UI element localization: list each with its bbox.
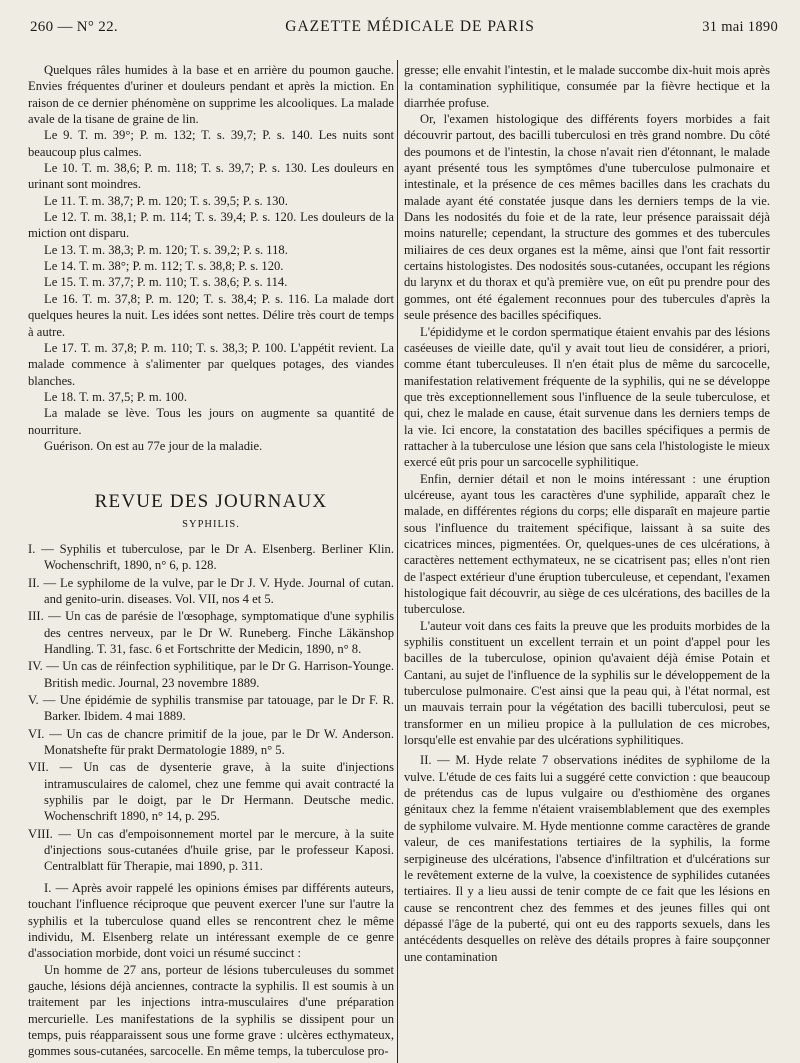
case-paragraph: La malade se lève. Tous les jours on augmente sa quantité de nourriture. xyxy=(28,406,394,437)
case-paragraph: Le 18. T. m. 37,5; P. m. 100. xyxy=(44,389,187,404)
body-paragraph: I. — Après avoir rappelé les opinions émises par différents auteurs, touchant l'influence réciproque que peuvent exercer l'une sur l'autre la syphilis et la tuberculose quand elles se rencontrent chez le même individu, M. Elsenberg relate un intéressant exemple de ce genre d'association morbide, dont voici un résumé succinct : xyxy=(28,880,394,961)
reference-item: III. — Un cas de parésie de l'œsophage, symptomatique d'une syphilis des centres nerveux, par le Dr W. Runeberg. Finche Läkänshop Handling. T. 31, fasc. 6 et Fortschritte der Medicin, 1890, n° 8. xyxy=(28,609,394,656)
reference-item: VII. — Un cas de dysenterie grave, à la suite d'injections intramusculaires de calomel, chez une femme qui avait contracté la syphilis par le doigt, par le Dr Hermann. Deutsche medic. Wochenschrift 1890, n° 14, p. 295. xyxy=(28,760,394,824)
right-column xyxy=(404,62,770,1059)
body-paragraph: Enfin, dernier détail et non le moins intéressant : une éruption ulcéreuse, ayant tous les caractères d'une syphilide, apparaît chez le malade, en différentes régions du corps; elle disparaît en majeure partie sous l'influence du traitement spécifique, laissant à sa suite des cicatrices minces, pigmentées. Or, quelques-unes de ces ulcérations, à caractères nettement ecthymateux, ne se cicatrisent pas; elles n'ont rien de l'aspect extérieur d'une éruption tuberculeuse, et cependant, l'examen histologique fait découvrir, au siège de ces ulcérations, des bacilles de la tuberculose. xyxy=(404,471,770,617)
case-paragraph: Le 15. T. m. 37,7; P. m. 110; T. s. 38,6; P. s. 114. xyxy=(44,275,288,290)
reference-item: V. — Une épidémie de syphilis transmise par tatouage, par le Dr F. R. Barker. Ibidem. 4 mai 1889. xyxy=(28,693,394,724)
body-paragraph: II. — M. Hyde relate 7 observations inédites de syphilome de la vulve. L'étude de ces faits lui a suggéré cette conviction : que beaucoup de prétendus cas de lupus vulgaire ou d'esthiomène des organes génitaux chez la femme n'étaient vraisemblablement que des exemples de syphilome vulvaire. M. Hyde mentionne comme caractères de grande valeur, de ces manifestations tertiaires de la syphilis, la forme serpigineuse des ulcérations, l'absence d'infiltration et d'ulcérations sur le revêtement externe de la vulve, la coexistence de syphilides cutanées tertiaires. Il y a lieu aussi de tenir compte de ce fait que les lésions en cause se rencontrent chez des femmes et des jeunes filles qui ont dépassé l'âge de la puberté, qui ont eu des rapports sexuels, dans les antécédents desquelles on relève des détails propres à faire soupçonner une contamination xyxy=(404,753,770,964)
case-paragraph: Guérison. On est au 77e jour de la maladie. xyxy=(44,438,263,453)
case-paragraph: Le 14. T. m. 38°; P. m. 112; T. s. 38,8; P. s. 120. xyxy=(44,259,284,274)
reference-item: VI. — Un cas de chancre primitif de la joue, par le Dr W. Anderson. Monatshefte für prakt Dermatologie 1889, n° 5. xyxy=(28,726,394,758)
column-divider xyxy=(397,60,398,1063)
reference-item: VIII. — Un cas d'empoisonnement mortel par le mercure, à la suite d'injections sous-cutanées d'huile grise, par le professeur Kaposi. Centralblatt für Therapie, mai 1890, p. 311. xyxy=(28,826,394,874)
body-paragraph: gresse; elle envahit l'intestin, et le malade succombe dix-huit mois après la contamination syphilitique, consumée par la fièvre hectique et la diarrhée profuse. xyxy=(404,63,770,110)
reference-item: I. — Syphilis et tuberculose, par le Dr A. Elsenberg. Berliner Klin. Wochenschrift, 1890, n° 6, p. 128. xyxy=(28,541,394,573)
issue-date: 31 mai 1890 xyxy=(702,18,778,35)
section-title: REVUE DES JOURNAUX xyxy=(94,491,328,513)
body-paragraph: Or, l'examen histologique des différents foyers morbides a fait découvrir partout, des bacilli tuberculosi en très grand nombre. Du côté des poumons et de l'intestin, la chose n'avait rien d'étonnant, le malade ayant présenté tous les symptômes d'une tuberculose pulmonaire et intestinale, et la présence de ces mêmes bacilles dans les crachats du malade ayant été constatée jusque dans les derniers temps de la vie. Dans les nodosités du foie et de la rate, leur présence paraissait déjà moins naturelle; cependant, la structure des gommes et des tubercules miliaires de ces deux organes est la même, ainsi que l'ont fait ressortir certains histologistes. Des nodosités sous-cutanées, occupant les régions du larynx et du thorax et qu'à première vue, on eût pu prendre pour des gommes, ont été également reconnues pour des tubercules d'après la seule présence des bacilles spécifiques. xyxy=(404,112,770,323)
case-paragraph: Quelques râles humides à la base et en arrière du poumon gauche. Envies fréquentes d'uriner et douleurs pendant et après la miction. En raison de ce dernier phénomène on supprime les alcooliques. La malade avale de la tisane de graine de lin. xyxy=(28,63,394,127)
page-number: 260 — N° 22. xyxy=(30,18,118,35)
body-paragraph: L'auteur voit dans ces faits la preuve que les produits morbides de la syphilis constituent un excellent terrain et un point d'appel pour les bacilles de la tuberculose, opinion qu'avaient déjà émise Potain et Cantani, au sujet de l'influence de la syphilis sur le développement de la tuberculose pulmonaire. C'est ainsi que la peau qui, à l'état normal, est un mauvais terrain pour la végétation des bacilli tuberculosi, peut se transformer en un milieu propice à la pullulation de ces microbes, lorsqu'elle est envahie par des ulcérations syphilitiques. xyxy=(404,618,770,748)
case-paragraph: Le 13. T. m. 38,3; P. m. 120; T. s. 39,2; P. s. 118. xyxy=(44,242,288,257)
left-column xyxy=(28,62,394,1059)
case-paragraph: Le 16. T. m. 37,8; P. m. 120; T. s. 38,4; P. s. 116. La malade dort quelques heures la nuit. Les idées sont nettes. Délire très court de temps à autre. xyxy=(28,291,394,339)
case-paragraph: Le 10. T. m. 38,6; P. m. 118; T. s. 39,7; P. s. 130. Les douleurs en urinant sont moindres. xyxy=(28,161,394,192)
reference-item: IV. — Un cas de réinfection syphilitique, par le Dr G. Harrison-Younge. British medic. Journal, 23 novembre 1889. xyxy=(28,659,394,690)
body-paragraph: Un homme de 27 ans, porteur de lésions tuberculeuses du sommet gauche, lésions déjà anciennes, contracte la syphilis. Il est soumis à un traitement par les injections intra-musculaires d'une préparation mercurielle. Les manifestations de la syphilis se dissipent pour un temps, puis réapparaissent sous une forme grave : ulcères ecthymateux, gommes sous-cutanées, sarcocelle. En même temps, la tuberculose pro- xyxy=(28,962,394,1059)
case-paragraph: Le 11. T. m. 38,7; P. m. 120; T. s. 39,5; P. s. 130. xyxy=(44,193,288,208)
case-paragraph: Le 12. T. m. 38,1; P. m. 114; T. s. 39,4; P. s. 120. Les douleurs de la miction ont disparu. xyxy=(28,210,394,241)
page-header xyxy=(30,14,778,40)
reference-item: II. — Le syphilome de la vulve, par le Dr J. V. Hyde. Journal of cutan. and genito-urin. diseases. Vol. VII, nos 4 et 5. xyxy=(28,575,394,606)
journal-title: GAZETTE MÉDICALE DE PARIS xyxy=(285,18,535,35)
body-paragraph: L'épididyme et le cordon spermatique étaient envahis par des lésions caséeuses de vieille date, qu'il y avait tout lieu de considérer, a priori, comme étant tuberculeuses. Il n'en était plus de même du sarcocelle, manifestation relativement fréquente de la syphilis, qui ne se développe que très exceptionnellement sous l'influence de la seule tuberculose, et qui, chez le malade en cause, était survenue dans les derniers temps de la vie. Ici encore, la constatation des bacilles spécifiques a permis de rattacher à la tuberculose une lésion que sans cela l'histologiste le mieux exercé eût pris pour un sarcocelle syphilitique. xyxy=(404,324,770,470)
case-paragraph: Le 17. T. m. 37,8; P. m. 110; T. s. 38,3; P. 100. L'appétit revient. La malade commence à s'alimenter par quelques potages, des viandes blanches. xyxy=(28,340,394,388)
section-subtitle: SYPHILIS. xyxy=(182,518,240,530)
case-paragraph: Le 9. T. m. 39°; P. m. 132; T. s. 39,7; P. s. 140. Les nuits sont beaucoup plus calmes. xyxy=(28,128,394,159)
